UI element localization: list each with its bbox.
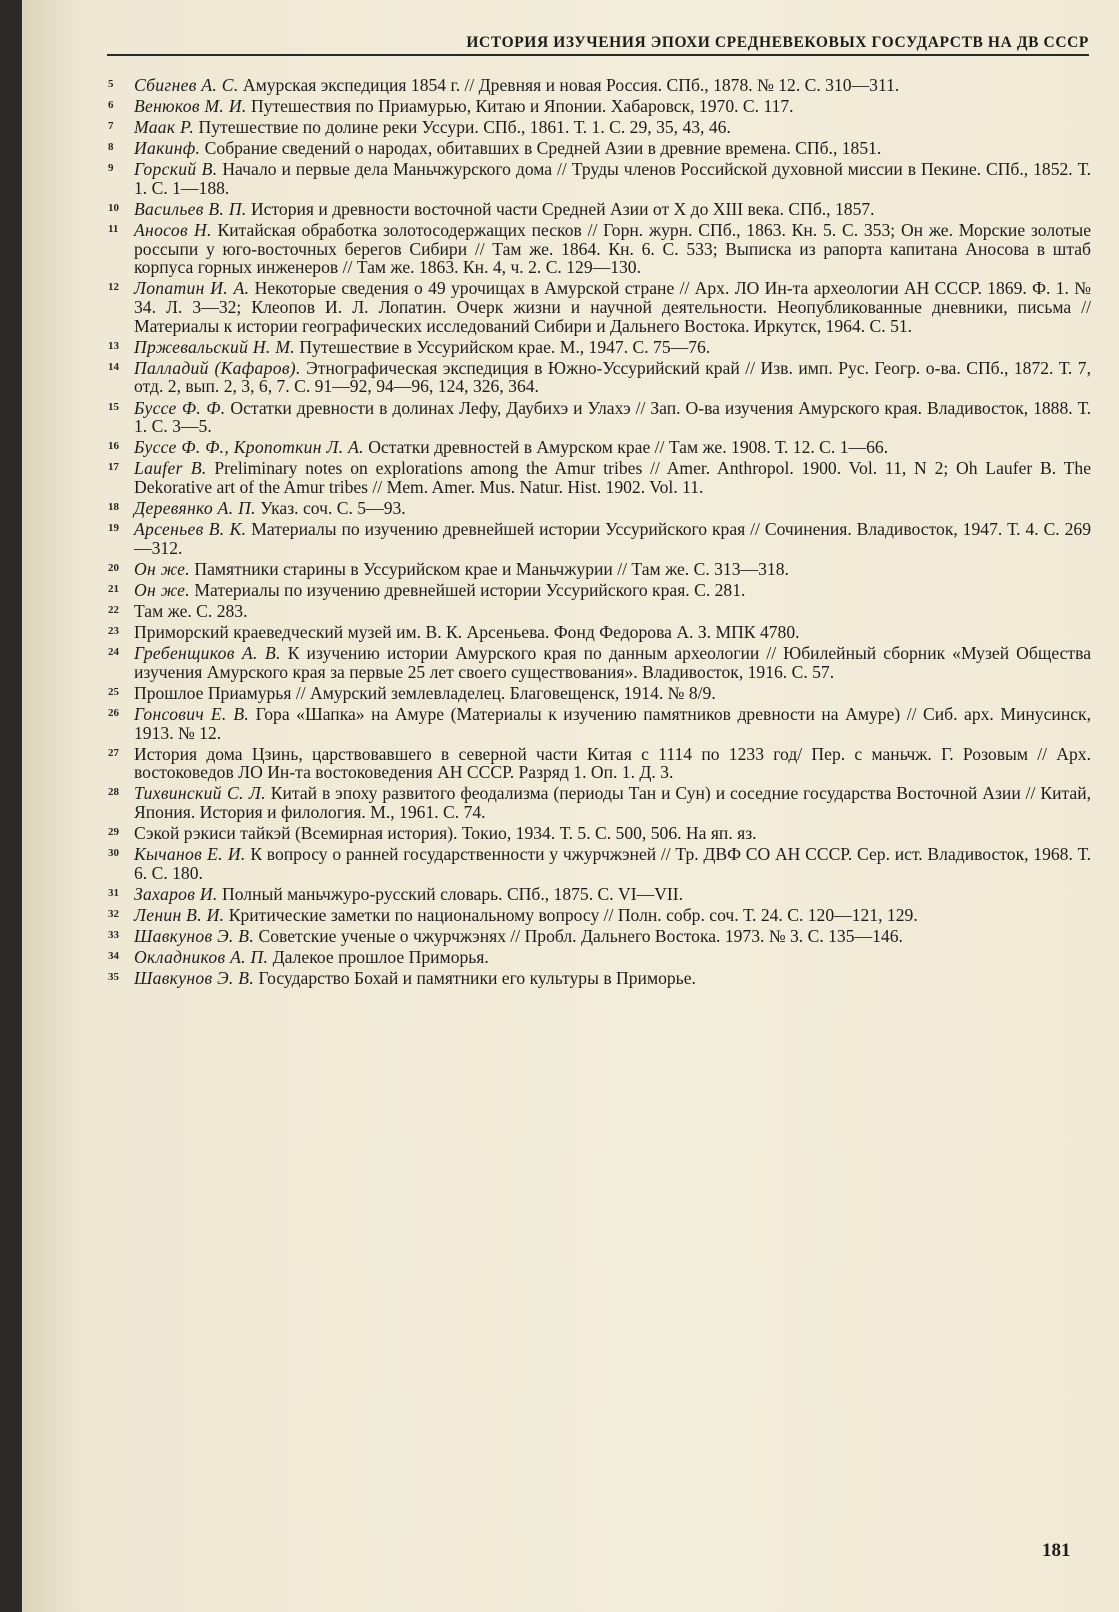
footnote-24 xyxy=(106,644,1091,681)
footnote-author: Laufer B. xyxy=(134,458,207,479)
footnote-author: Деревянко А. П. xyxy=(134,497,256,518)
footnote-13 xyxy=(106,338,1091,357)
footnote-number: 28 xyxy=(108,786,119,799)
footnote-number: 34 xyxy=(108,950,119,963)
footnote-19 xyxy=(106,520,1091,557)
footnote-number: 21 xyxy=(108,582,119,595)
footnote-author: Сбигнев А. С. xyxy=(134,75,239,95)
footnote-35 xyxy=(106,969,1091,988)
footnote-number: 30 xyxy=(108,847,119,860)
footnote-text: Советские ученые о чжурчжэнях // Пробл. Дальнего Востока. 1973. № 3. С. 135—146. xyxy=(258,925,903,946)
footnote-author: Гребенщиков А. В. xyxy=(134,643,281,664)
footnote-text: Приморский краеведческий музей им. В. К. Арсеньева. Фонд Федорова А. З. МПК 4780. xyxy=(134,622,800,643)
footnote-number: 25 xyxy=(108,685,119,698)
footnote-7 xyxy=(106,118,1091,137)
footnote-number: 15 xyxy=(108,400,119,413)
footnote-30 xyxy=(106,845,1091,882)
footnote-text: Остатки древностей в Амурском крае // Там же. 1908. Т. 12. С. 1—66. xyxy=(368,437,889,458)
footnote-text: Китай в эпоху развитого феодализма (периоды Тан и Сун) и соседние государства Восточной Азии // Китай, Япония. История и филология. М., 1961. С. 74. xyxy=(134,783,1092,822)
footnote-34 xyxy=(106,948,1091,967)
footnote-author: Венюков М. И. xyxy=(134,96,247,117)
footnote-text: Preliminary notes on explorations among the Amur tribes // Amer. Anthropol. 1900. Vol. 11, N 2; Oh Laufer B. The Dekorative art of the Amur tribes // Mem. Amer. Mus. Natur. Hist. 1902. Vol. 11. xyxy=(134,458,1092,497)
footnote-author: Иакинф. xyxy=(134,138,201,159)
footnote-author: Гонсович Е. В. xyxy=(134,703,250,724)
footnote-17 xyxy=(106,459,1091,496)
book-page xyxy=(22,0,1119,1612)
footnote-author: Ленин В. И. xyxy=(134,904,225,925)
footnote-text: К вопросу о ранней государственности у чжурчжэней // Тр. ДВФ СО АН СССР. Сер. ист. Владивосток, 1968. Т. 6. С. 180. xyxy=(134,844,1091,883)
footnote-18 xyxy=(106,499,1091,518)
footnote-author: Кычанов Е. И. xyxy=(134,844,246,865)
footnote-author: Тихвинский С. Л. xyxy=(134,783,266,804)
footnote-number: 32 xyxy=(108,907,119,920)
footnote-number: 13 xyxy=(108,339,119,352)
footnote-number: 22 xyxy=(108,603,119,616)
footnote-text: Остатки древности в долинах Лефу, Даубихэ и Улахэ // Зап. О-ва изучения Амурского края. Владивосток, 1888. Т. 1. С. 3—5. xyxy=(134,397,1092,437)
footnote-text: Путешествие по долине реки Уссури. СПб., 1861. Т. 1. С. 29, 35, 43, 46. xyxy=(198,117,731,138)
footnote-text: Памятники старины в Уссурийском крае и Маньчжурии // Там же. С. 313—318. xyxy=(194,558,789,579)
footnote-5 xyxy=(106,76,1091,95)
footnote-number: 6 xyxy=(108,99,114,112)
footnote-text: Прошлое Приамурья // Амурский землевладелец. Благовещенск, 1914. № 8/9. xyxy=(134,682,716,703)
footnote-author: Васильев В. П. xyxy=(134,199,247,220)
footnote-text: Там же. С. 283. xyxy=(134,600,248,621)
footnote-28 xyxy=(106,784,1091,821)
footnote-author: Палладий (Кафаров). xyxy=(134,357,301,378)
footnote-text: Амурская экспедиция 1854 г. // Древняя и новая Россия. СПб., 1878. № 12. С. 310—311. xyxy=(242,75,900,95)
footnote-16 xyxy=(106,438,1091,457)
footnote-author: Аносов Н. xyxy=(134,220,212,241)
footnote-number: 8 xyxy=(108,141,114,154)
footnotes-list xyxy=(106,76,1091,990)
footnote-number: 10 xyxy=(108,202,119,215)
footnote-text: Сэкой рэкиси тайкэй (Всемирная история). Токио, 1934. Т. 5. С. 500, 506. На яп. яз. xyxy=(134,822,757,843)
footnote-20 xyxy=(106,560,1091,579)
footnote-number: 27 xyxy=(108,746,119,759)
footnote-author: Шавкунов Э. В. xyxy=(134,968,255,989)
footnote-number: 5 xyxy=(108,78,114,90)
footnote-author: Он же. xyxy=(134,579,190,600)
footnote-number: 31 xyxy=(108,886,119,899)
footnote-text: Гора «Шапка» на Амуре (Материалы к изучению памятников древности на Амуре) // Сиб. арх. Минусинск, 1913. № 12. xyxy=(134,703,1091,743)
footnote-text: Путешествие в Уссурийском крае. М., 1947. С. 75—76. xyxy=(299,336,711,357)
footnote-25 xyxy=(106,684,1091,703)
page-number: 181 xyxy=(1042,1540,1071,1561)
footnote-29 xyxy=(106,824,1091,843)
footnote-23 xyxy=(106,623,1091,642)
footnote-31 xyxy=(106,885,1091,904)
footnote-33 xyxy=(106,927,1091,946)
footnote-text: Китайская обработка золотосодержащих песков // Горн. журн. СПб., 1863. Кн. 5. С. 353; Он же. Морские золотые россыпи у юго-восточных берегов Сибири // Там же. 1864. Кн. 6. С. 533; Выписка из рапорта капитана Аносова в штаб корпуса горных инженеров // Там же. 1863. Кн. 4, ч. 2. С. 129—130. xyxy=(134,220,1091,278)
footnote-32 xyxy=(106,906,1091,925)
footnote-text: Полный маньчжуро-русский словарь. СПб., 1875. С. VI—VII. xyxy=(222,883,684,904)
running-header: ИСТОРИЯ ИЗУЧЕНИЯ ЭПОХИ СРЕДНЕВЕКОВЫХ ГОСУДАРСТВ НА ДВ СССР xyxy=(466,34,1089,51)
footnote-number: 20 xyxy=(108,561,119,574)
footnote-number: 29 xyxy=(108,825,119,838)
footnote-number: 19 xyxy=(108,522,119,535)
footnote-author: Пржевальский Н. М. xyxy=(134,336,295,357)
footnote-number: 35 xyxy=(108,971,119,984)
footnote-12 xyxy=(106,279,1091,335)
footnote-author: Маак Р. xyxy=(134,117,195,138)
footnote-author: Буссе Ф. Ф. xyxy=(134,397,226,418)
footnote-number: 24 xyxy=(108,646,119,659)
footnote-text: Путешествия по Приамурью, Китаю и Японии. Хабаровск, 1970. С. 117. xyxy=(250,96,794,117)
footnote-author: Захаров И. xyxy=(134,883,218,904)
footnote-number: 9 xyxy=(108,162,114,175)
footnote-text: Указ. соч. С. 5—93. xyxy=(260,497,406,518)
footnote-number: 18 xyxy=(108,500,119,513)
footnote-text: История и древности восточной части Средней Азии от X до XIII века. СПб., 1857. xyxy=(250,199,875,220)
footnote-number: 14 xyxy=(108,360,119,373)
footnote-text: История дома Цзинь, царствовавшего в северной части Китая с 1114 по 1233 год/ Пер. с маньчж. Г. Розовым // Арх. востоковедов ЛО Ин-та востоковедения АН СССР. Разряд 1. Оп. 1. Д. 3. xyxy=(134,743,1091,783)
footnote-author: Лопатин И. А. xyxy=(134,278,250,299)
footnote-number: 26 xyxy=(108,706,119,719)
footnote-number: 16 xyxy=(108,440,119,453)
footnote-9 xyxy=(106,160,1091,197)
footnote-21 xyxy=(106,581,1091,600)
footnote-number: 17 xyxy=(108,461,119,474)
footnote-text: Материалы по изучению древнейшей истории Уссурийского края. С. 281. xyxy=(194,579,746,600)
footnote-number: 11 xyxy=(108,223,119,236)
footnote-text: Этнографическая экспедиция в Южно-Уссурийский край // Изв. имп. Рус. Геогр. о-ва. СПб., 1872. Т. 7, отд. 2, вып. 2, 3, 6, 7. С. 91—92, 94—96, 124, 326, 364. xyxy=(134,357,1091,397)
footnote-8 xyxy=(106,139,1091,158)
footnote-author: Горский В. xyxy=(134,159,218,180)
footnote-author: Буссе Ф. Ф., Кропоткин Л. А. xyxy=(134,437,364,458)
footnote-22 xyxy=(106,602,1091,621)
footnote-text: Начало и первые дела Маньчжурского дома // Труды членов Российской духовной миссии в Пекине. СПб., 1852. Т. 1. С. 1—188. xyxy=(134,159,1092,198)
footnote-number: 23 xyxy=(108,625,119,638)
footnote-text: Некоторые сведения о 49 урочищах в Амурской стране // Арх. ЛО Ин-та археологии АН СССР. 1869. Ф. 1. № 34. Л. 3—32; Клеопов И. Л. Лопатин. Очерк жизни и научной деятельности. Неопубликованные дневники, письма // Материалы к истории географических исследований Сибири и Дальнего Востока. Иркутск, 1964. С. 51. xyxy=(134,278,1092,336)
footnote-26 xyxy=(106,705,1091,742)
header-rule xyxy=(107,54,1089,56)
footnote-number: 12 xyxy=(108,281,119,294)
footnote-author: Арсеньев В. К. xyxy=(134,519,247,540)
footnote-author: Окладников А. П. xyxy=(134,947,269,968)
footnote-14 xyxy=(106,359,1091,396)
footnote-text: Критические заметки по национальному вопросу // Полн. собр. соч. Т. 24. С. 120—121, 129. xyxy=(228,904,918,925)
footnote-10 xyxy=(106,200,1091,219)
footnote-6 xyxy=(106,97,1091,116)
footnote-author: Он же. xyxy=(134,558,190,579)
footnote-author: Шавкунов Э. В. xyxy=(134,925,255,946)
footnote-11 xyxy=(106,221,1091,277)
footnote-text: Далекое прошлое Приморья. xyxy=(272,947,489,968)
footnote-15 xyxy=(106,399,1091,436)
footnote-text: К изучению истории Амурского края по данным археологии // Юбилейный сборник «Музей Общества изучения Амурского края за первые 25 лет своего существования». Владивосток, 1916. С. 57. xyxy=(134,643,1091,682)
footnote-text: Собрание сведений о народах, обитавших в Средней Азии в древние времена. СПб., 1851. xyxy=(204,138,882,159)
footnote-text: Государство Бохай и памятники его культуры в Приморье. xyxy=(258,968,696,989)
footnote-27 xyxy=(106,745,1091,782)
footnote-number: 33 xyxy=(108,928,119,941)
footnote-number: 7 xyxy=(108,120,114,133)
footnote-text: Материалы по изучению древнейшей истории Уссурийского края // Сочинения. Владивосток, 1947. Т. 4. С. 269—312. xyxy=(134,519,1091,558)
